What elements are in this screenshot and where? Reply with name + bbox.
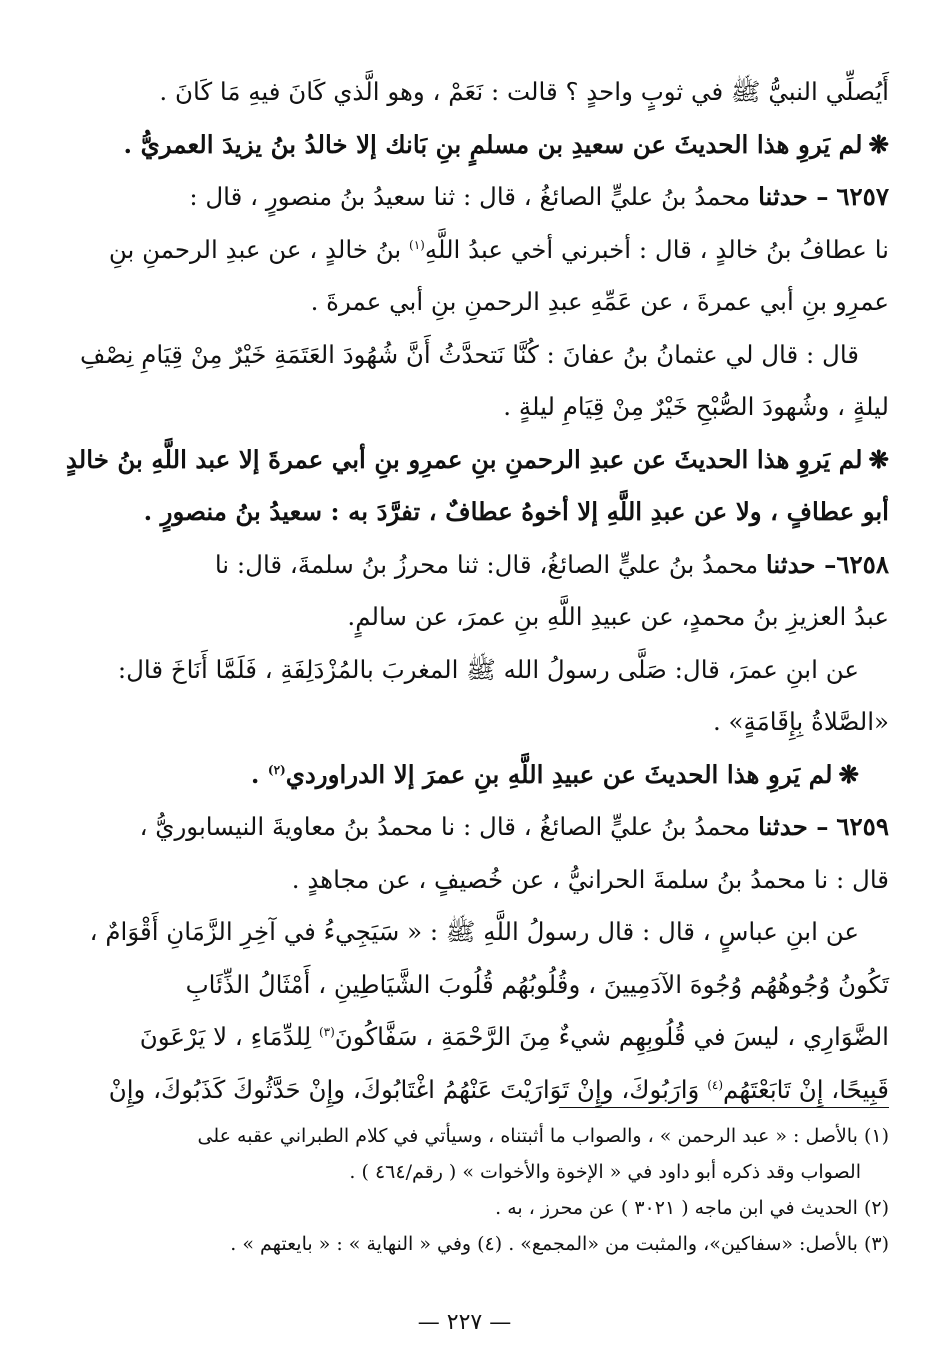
hadith-lead: – حدثنا	[758, 182, 829, 211]
footnote-3: (٣) بالأصل: «سفاكين»، والمثبت من «المجمع» . (٤) وفي « النهاية » : « بايعتهم » .	[230, 1233, 889, 1255]
text-line: عن ابنِ عمرَ، قال: صَلَّى رسولُ الله ﷺ المغربَ بالمُزْدَلِفَةِ ، فَلَمَّا أَنَاخَ قال:	[117, 654, 859, 684]
footnote-ref: (٢)	[267, 762, 286, 777]
hadith-lead: – حدثنا	[758, 812, 829, 841]
narrator-note: ❋لم يَروِ هذا الحديثَ عن سعيدِ بن مسلمٍ بنِ بَانك إلا خالدُ بنُ يزيدَ العمريُّ .	[123, 129, 889, 159]
hadith-number: ٦٢٥٩	[836, 812, 889, 841]
star-icon: ❋	[838, 759, 859, 789]
main-text	[62, 66, 889, 1116]
hadith-number: ٦٢٥٨	[836, 549, 889, 579]
text-line: تَكُونُ وُجُوهُهُم وُجُوهَ الآدَمِيينَ ، وقُلُوبُهُم قُلُوبَ الشَّيَاطِينِ ، أَمْثَالُ الذِّئَابِ	[185, 969, 889, 999]
text-line: عن ابنِ عباسٍ ، قال : قال رسولُ اللَّهِ ﷺ : « سَيَجِيءُ في آخِرِ الزَّمَانِ أَقْوَامٌ ،	[89, 917, 859, 946]
page-number: — ٢٢٧ —	[417, 1310, 512, 1335]
hadith-lead: – حدثنا	[765, 549, 837, 579]
text-line: ليلةٍ ، وشُهودَ الصُّبْحِ خَيْرٌ مِنْ قِيَامِ ليلةٍ .	[503, 392, 889, 421]
footnote-ref: (٤)	[707, 1077, 724, 1092]
text-line: عمرِو بنِ أبي عمرةَ ، عن عَمِّهِ عبدِ الرحمنِ بنِ أبي عمرةَ .	[310, 287, 889, 316]
text-line: أَيُصلِّي النبيُّ ﷺ في ثوبٍ واحدٍ ؟ قالت : نَعَمْ ، وهو الَّذي كَانَ فيهِ مَا كَانَ .	[159, 77, 889, 106]
text-line: نا عطافُ بنُ خالدٍ ، قال : أخبرني أخي عبدُ اللَّهِ$^{(١)}$ بنُ خالدٍ ، عن عبدِ الرحمنِ بنِ	[108, 234, 889, 264]
footnotes	[60, 1118, 889, 1262]
text-line: عبدُ العزيزِ بنُ محمدٍ، عن عبيدِ اللَّهِ بنِ عمرَ، عن سالمٍ.	[347, 602, 889, 631]
narrator-note: ❋لم يَروِ هذا الحديثَ عن عبدِ الرحمنِ بنِ عمرِو بنِ أبي عمرةَ إلا عبد اللَّهِ بنُ خالدٍ	[65, 444, 889, 474]
star-icon: ❋	[868, 129, 889, 159]
text-line: «الصَّلاةُ بِإِقَامَةٍ» .	[712, 707, 889, 736]
footnote-1-cont: الصواب وقد ذكره أبو داود في « الإخوة والأخوات » ( رقم/٤٦٤ ) .	[349, 1161, 861, 1183]
hadith-6259: ٦٢٥٩ – حدثنا محمدُ بنُ عليٍّ الصائغُ ، قال : نا محمدُ بنُ معاويةَ النيسابوريُّ ،	[139, 812, 889, 841]
footnote-1: (١) بالأصل : « عبد الرحمن » ، والصواب ما أثبتناه ، وسيأتي في كلام الطبراني عقبه على	[197, 1125, 889, 1147]
text-line: قَبِيحًا، إِنْ تَابَعْتَهُم$^{(٤)}$ وَارَبُوكَ، وإِنْ تَوَارَيْتَ عَنْهُمُ اغْتَابُوكَ، وإِنْ حَدَّثُوكَ كَذَبُوكَ، وإِنْ	[108, 1074, 889, 1104]
footnote-2: (٢) الحديث في ابن ماجه ( ٣٠٢١ ) عن محرز ، به .	[495, 1197, 889, 1219]
hadith-6258: ٦٢٥٨– حدثنا محمدُ بنُ عليٍّ الصائغُ، قال: ثنا محرزُ بنُ سلمةَ، قال: نا	[214, 549, 889, 579]
star-icon: ❋	[868, 444, 889, 474]
hadith-number: ٦٢٥٧	[836, 182, 889, 211]
text-line: قال : قال لي عثمانُ بنُ عفانَ : كُنَّا نَتحدَّثُ أَنَّ شُهُودَ العَتَمَةِ خَيْرٌ مِنْ قِيَامِ نِصْفِ	[80, 339, 859, 369]
hadith-6257: ٦٢٥٧ – حدثنا محمدُ بنُ عليٍّ الصائغُ ، قال : ثنا سعيدُ بنُ منصورٍ ، قال :	[189, 182, 889, 211]
narrator-note: ❋لم يَروِ هذا الحديثَ عن عبيدِ اللَّهِ بنِ عمرَ إلا الدراوردي$^{(٢)}$ .	[250, 759, 859, 789]
text-line: قال : نا محمدُ بنُ سلمةَ الحرانيُّ ، عن خُصيفٍ ، عن مجاهدٍ .	[291, 864, 889, 894]
footnote-ref: (١)	[409, 237, 425, 252]
footnote-divider	[559, 1107, 889, 1108]
narrator-note-cont: أبو عطافٍ ، ولا عن عبدِ اللَّهِ إلا أخوهُ عطافٌ ، تفرَّدَ به : سعيدُ بنُ منصورٍ .	[143, 497, 889, 526]
footnote-ref: (٣)	[318, 1024, 335, 1039]
text-line: الضَّوَارِي ، ليسَ في قُلُوبِهِم شيءٌ مِنَ الرَّحْمَةِ ، سَفَّاكُونَ$^{(٣)}$ لِلدِّمَاءِ ، لا يَرْعَونَ	[139, 1022, 889, 1051]
